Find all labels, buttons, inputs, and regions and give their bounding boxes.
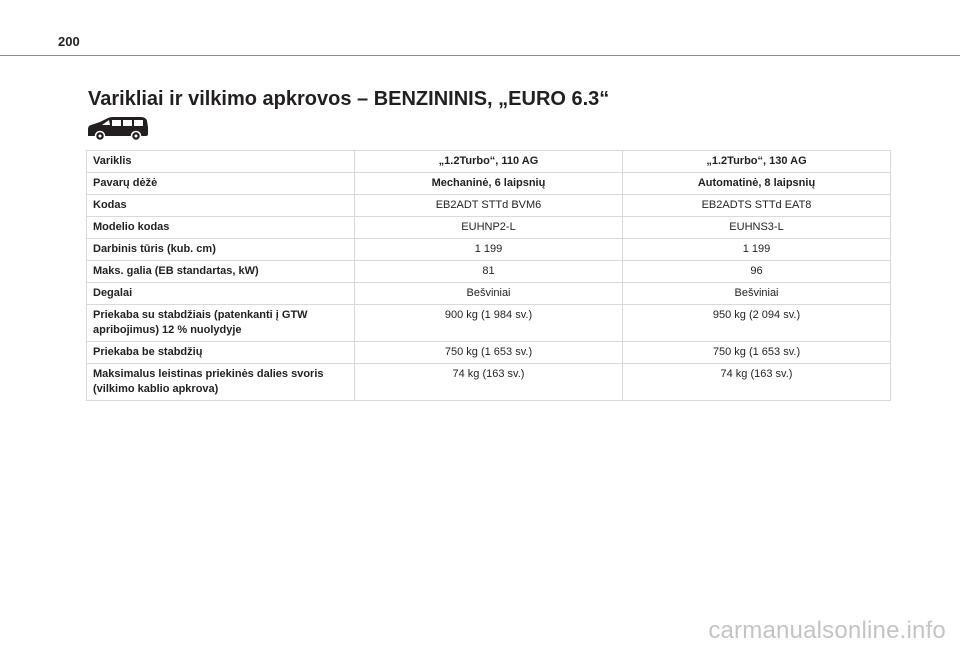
van-icon: [86, 115, 150, 141]
cell-variant-2: EUHNS3-L: [623, 217, 891, 239]
cell-variant-1: 1 199: [355, 239, 623, 261]
cell-variant-2: 74 kg (163 sv.): [623, 364, 891, 401]
row-label: Priekaba be stabdžių: [87, 342, 355, 364]
cell-variant-1: EUHNP2-L: [355, 217, 623, 239]
row-label: Pavarų dėžė: [87, 173, 355, 195]
cell-variant-2: 1 199: [623, 239, 891, 261]
table-row-braked-trailer: [87, 305, 891, 342]
page-number: 200: [58, 34, 80, 49]
cell-variant-1: 900 kg (1 984 sv.): [355, 305, 623, 342]
header-divider: [0, 55, 960, 56]
row-label: Maksimalus leistinas priekinės dalies svoris (vilkimo kablio apkrova): [87, 364, 355, 401]
row-label: Modelio kodas: [87, 217, 355, 239]
watermark[interactable]: carmanualsonline.info: [708, 617, 946, 644]
cell-variant-2: 950 kg (2 094 sv.): [623, 305, 891, 342]
cell-variant-1: 74 kg (163 sv.): [355, 364, 623, 401]
cell-variant-2: Automatinė, 8 laipsnių: [623, 173, 891, 195]
table-row-engine: [87, 151, 891, 173]
table-row-max-power: [87, 261, 891, 283]
cell-variant-2: 96: [623, 261, 891, 283]
row-label: Degalai: [87, 283, 355, 305]
cell-variant-1: „1.2Turbo“, 110 AG: [355, 151, 623, 173]
row-label: Darbinis tūris (kub. cm): [87, 239, 355, 261]
row-label: Priekaba su stabdžiais (patenkanti į GTW apribojimus) 12 % nuolydyje: [87, 305, 355, 342]
row-label: Kodas: [87, 195, 355, 217]
cell-variant-2: EB2ADTS STTd EAT8: [623, 195, 891, 217]
cell-variant-2: „1.2Turbo“, 130 AG: [623, 151, 891, 173]
cell-variant-1: 81: [355, 261, 623, 283]
table-row-gearbox: [87, 173, 891, 195]
cell-variant-1: Mechaninė, 6 laipsnių: [355, 173, 623, 195]
table-row-nose-weight: [87, 364, 891, 401]
cell-variant-1: 750 kg (1 653 sv.): [355, 342, 623, 364]
table-row-model-code: [87, 217, 891, 239]
cell-variant-1: EB2ADT STTd BVM6: [355, 195, 623, 217]
row-label: Variklis: [87, 151, 355, 173]
cell-variant-2: 750 kg (1 653 sv.): [623, 342, 891, 364]
cell-variant-2: Bešviniai: [623, 283, 891, 305]
cell-variant-1: Bešviniai: [355, 283, 623, 305]
engine-spec-table: [86, 150, 891, 401]
row-label: Maks. galia (EB standartas, kW): [87, 261, 355, 283]
page-title: Varikliai ir vilkimo apkrovos – BENZININIS, „EURO 6.3“: [88, 88, 610, 110]
table-row-code: [87, 195, 891, 217]
table-row-fuel: [87, 283, 891, 305]
table-row-unbraked-trailer: [87, 342, 891, 364]
table-row-displacement: [87, 239, 891, 261]
